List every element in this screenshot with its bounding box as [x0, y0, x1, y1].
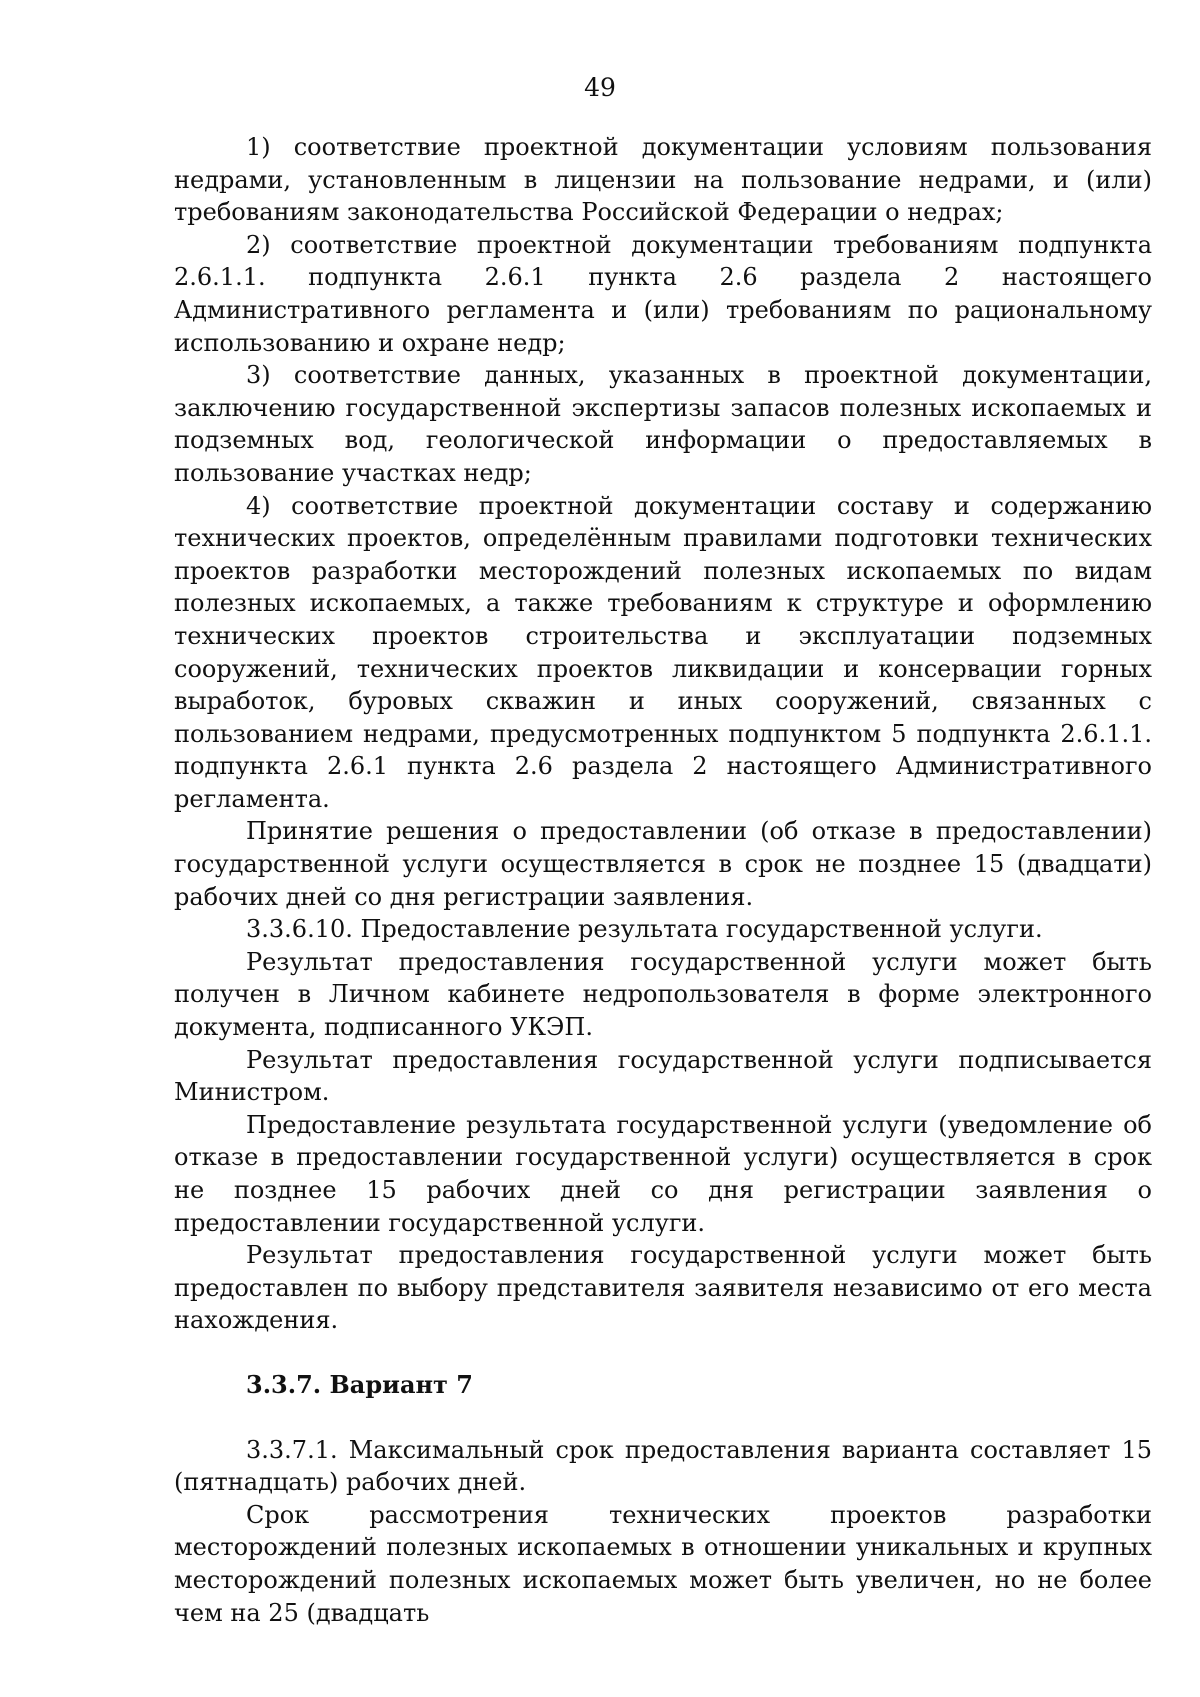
paragraph-item-1: 1) соответствие проектной документации условиям пользования недрами, установленным в лицензии на пользование недрами, и (или) требованиям законодательства Российской Федерации о недрах;: [174, 133, 1152, 227]
paragraph-result-location: Результат предоставления государственной услуги может быть предоставлен по выбору представителя заявителя независимо от его места нахождения.: [174, 1241, 1152, 1335]
page-number: 49: [584, 73, 616, 102]
paragraph-result-cabinet: Результат предоставления государственной услуги может быть получен в Личном кабинете недропользователя в форме электронного документа, подписанного УКЭП.: [174, 947, 1152, 1042]
paragraph-decision-deadline: Принятие решения о предоставлении (об отказе в предоставлении) государственной услуги осуществляется в срок не позднее 15 (двадцати) рабочих дней со дня регистрации заявления.: [174, 817, 1152, 911]
document-body: [174, 131, 1152, 1629]
paragraph-item-3: 3) соответствие данных, указанных в проектной документации, заключению государственной экспертизы запасов полезных ископаемых и подземных вод, геологической информации о предоставляемых в пользование участках недр;: [174, 361, 1152, 487]
section-heading: 3.3.7. Вариант 7: [246, 1369, 473, 1399]
paragraph-result-term: Предоставление результата государственной услуги (уведомление об отказе в предоставлении государственной услуги) осуществляется в срок не позднее 15 рабочих дней со дня регистрации заявления о предоставлении государственной услуги.: [174, 1110, 1152, 1237]
paragraph-max-term: 3.3.7.1. Максимальный срок предоставления варианта составляет 15 (пятнадцать) рабочих дней.: [174, 1435, 1152, 1497]
paragraph-item-2: 2) соответствие проектной документации требованиям подпункта 2.6.1.1. подпункта 2.6.1 пункта 2.6 раздела 2 настоящего Административного регламента и (или) требованиям по рациональному использованию и охране недр;: [174, 230, 1152, 357]
paragraph-result-signed: Результат предоставления государственной услуги подписывается Министром.: [174, 1045, 1152, 1107]
paragraph-review-term: Срок рассмотрения технических проектов разработки месторождений полезных ископаемых в отношении уникальных и крупных месторождений полезных ископаемых может быть увеличен, но не более чем на 25 (двадцать: [174, 1500, 1152, 1627]
paragraph-subsection-3-3-6-10: 3.3.6.10. Предоставление результата государственной услуги.: [246, 915, 1043, 944]
paragraph-item-4: 4) соответствие проектной документации составу и содержанию технических проектов, определённым правилами подготовки технических проектов разработки месторождений полезных ископаемых по видам полезных ископаемых, а также требованиям к структуре и оформлению технических проектов строительства и эксплуатации подземных сооружений, технических проектов ликвидации и консервации горных выработок, буровых скважин и иных сооружений, связанных с пользованием недрами, предусмотренных подпунктом 5 подпункта 2.6.1.1. подпункта 2.6.1 пункта 2.6 раздела 2 настоящего Административного регламента.: [174, 491, 1152, 813]
